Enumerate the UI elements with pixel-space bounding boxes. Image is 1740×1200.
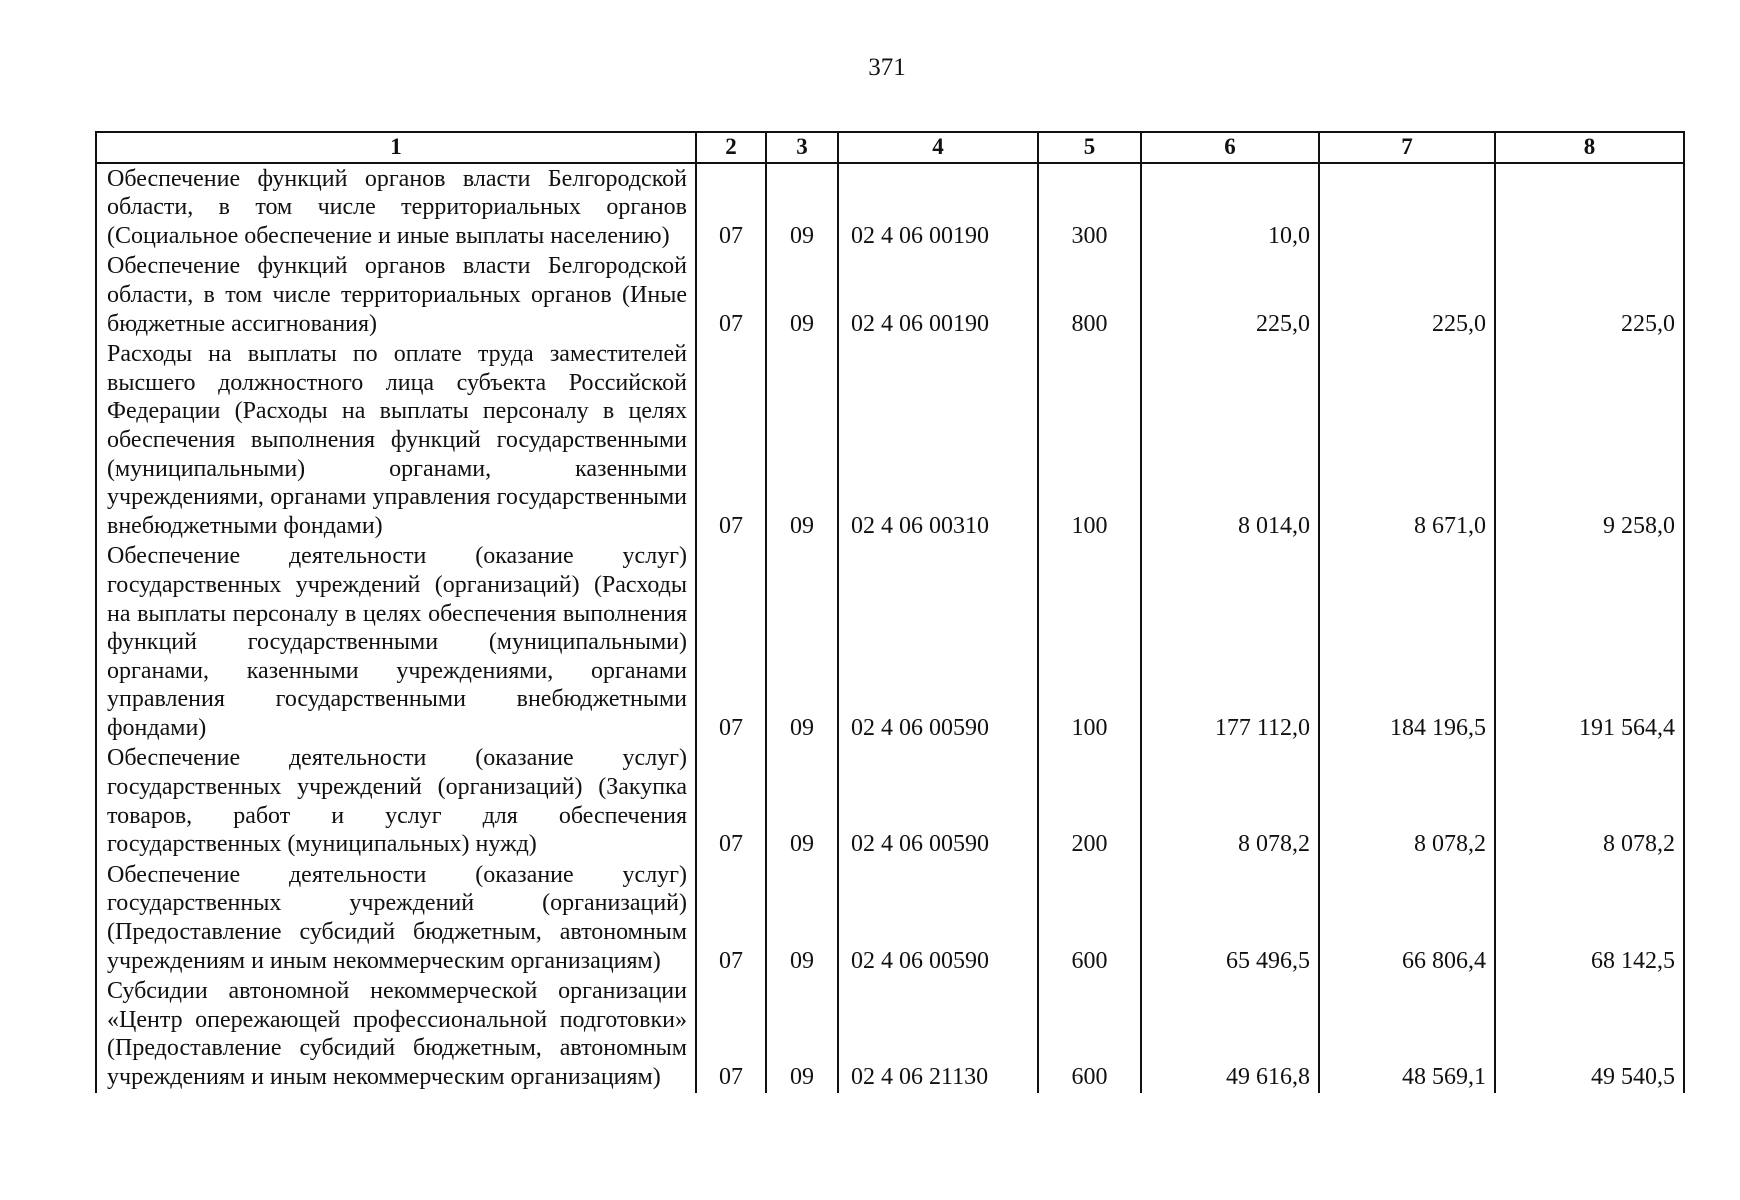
expense-type-code: 600 — [1038, 976, 1141, 1092]
subsection-code: 09 — [766, 541, 838, 743]
section-code: 07 — [696, 976, 766, 1092]
amount-col7: 184 196,5 — [1319, 541, 1495, 743]
amount-col6: 8 014,0 — [1141, 339, 1319, 541]
amount-col6: 177 112,0 — [1141, 541, 1319, 743]
target-article-code: 02 4 06 00190 — [838, 163, 1038, 252]
amount-col6: 49 616,8 — [1141, 976, 1319, 1092]
amount-col8: 9 258,0 — [1495, 339, 1684, 541]
amount-col8: 225,0 — [1495, 251, 1684, 339]
row-name: Обеспечение функций органов власти Белгородской области, в том числе территориальных органов (Социальное обеспечение и иные выплаты населению) — [96, 163, 696, 252]
expense-type-code: 300 — [1038, 163, 1141, 252]
subsection-code: 09 — [766, 976, 838, 1092]
amount-col8: 49 540,5 — [1495, 976, 1684, 1092]
table-row — [96, 163, 1684, 252]
amount-col7: 48 569,1 — [1319, 976, 1495, 1092]
amount-col8: 191 564,4 — [1495, 541, 1684, 743]
subsection-code: 09 — [766, 163, 838, 252]
amount-col7: 225,0 — [1319, 251, 1495, 339]
header-row — [96, 132, 1684, 163]
page-number: 371 — [868, 54, 906, 81]
section-code: 07 — [696, 541, 766, 743]
amount-col6: 65 496,5 — [1141, 860, 1319, 976]
expense-type-code: 200 — [1038, 743, 1141, 859]
row-name: Расходы на выплаты по оплате труда заместителей высшего должностного лица субъекта Российской Федерации (Расходы на выплаты персоналу в целях обеспечения выполнения функций государственными (муниципальными) органами, казенными учреждениями, органами управления государственными внебюджетными фондами) — [96, 339, 696, 541]
section-code: 07 — [696, 251, 766, 339]
row-name: Обеспечение деятельности (оказание услуг) государственных учреждений (организаций) (Расходы на выплаты персоналу в целях обеспечения выполнения функций государственными (муниципальными) органами, казенными учреждениями, органами управления государственными внебюджетными фондами) — [96, 541, 696, 743]
column-header: 8 — [1495, 132, 1684, 163]
row-name: Обеспечение функций органов власти Белгородской области, в том числе территориальных органов (Иные бюджетные ассигнования) — [96, 251, 696, 339]
column-header: 1 — [96, 132, 696, 163]
column-header: 2 — [696, 132, 766, 163]
expense-type-code: 100 — [1038, 339, 1141, 541]
amount-col8 — [1495, 163, 1684, 252]
column-header: 3 — [766, 132, 838, 163]
subsection-code: 09 — [766, 743, 838, 859]
amount-col6: 10,0 — [1141, 163, 1319, 252]
amount-col8: 8 078,2 — [1495, 743, 1684, 859]
target-article-code: 02 4 06 00590 — [838, 541, 1038, 743]
row-name: Обеспечение деятельности (оказание услуг) государственных учреждений (организаций) (Закупка товаров, работ и услуг для обеспечения государственных (муниципальных) нужд) — [96, 743, 696, 859]
amount-col6: 225,0 — [1141, 251, 1319, 339]
amount-col7: 8 671,0 — [1319, 339, 1495, 541]
section-code: 07 — [696, 163, 766, 252]
subsection-code: 09 — [766, 339, 838, 541]
section-code: 07 — [696, 743, 766, 859]
column-header: 4 — [838, 132, 1038, 163]
column-header: 7 — [1319, 132, 1495, 163]
subsection-code: 09 — [766, 860, 838, 976]
target-article-code: 02 4 06 21130 — [838, 976, 1038, 1092]
amount-col7: 66 806,4 — [1319, 860, 1495, 976]
table-row — [96, 339, 1684, 541]
amount-col7: 8 078,2 — [1319, 743, 1495, 859]
table-row — [96, 541, 1684, 743]
section-code: 07 — [696, 339, 766, 541]
table-row — [96, 976, 1684, 1092]
expense-type-code: 800 — [1038, 251, 1141, 339]
column-header: 5 — [1038, 132, 1141, 163]
amount-col8: 68 142,5 — [1495, 860, 1684, 976]
row-name: Обеспечение деятельности (оказание услуг) государственных учреждений (организаций) (Предоставление субсидий бюджетным, автономным учреждениям и иным некоммерческим организациям) — [96, 860, 696, 976]
subsection-code: 09 — [766, 251, 838, 339]
table-row — [96, 743, 1684, 859]
expense-type-code: 600 — [1038, 860, 1141, 976]
column-header: 6 — [1141, 132, 1319, 163]
target-article-code: 02 4 06 00590 — [838, 743, 1038, 859]
target-article-code: 02 4 06 00310 — [838, 339, 1038, 541]
table-row — [96, 860, 1684, 976]
section-code: 07 — [696, 860, 766, 976]
target-article-code: 02 4 06 00590 — [838, 860, 1038, 976]
amount-col6: 8 078,2 — [1141, 743, 1319, 859]
expense-type-code: 100 — [1038, 541, 1141, 743]
budget-table — [95, 131, 1685, 1093]
table-row — [96, 251, 1684, 339]
row-name: Субсидии автономной некоммерческой организации «Центр опережающей профессиональной подготовки» (Предоставление субсидий бюджетным, автономным учреждениям и иным некоммерческим организациям) — [96, 976, 696, 1092]
target-article-code: 02 4 06 00190 — [838, 251, 1038, 339]
amount-col7 — [1319, 163, 1495, 252]
